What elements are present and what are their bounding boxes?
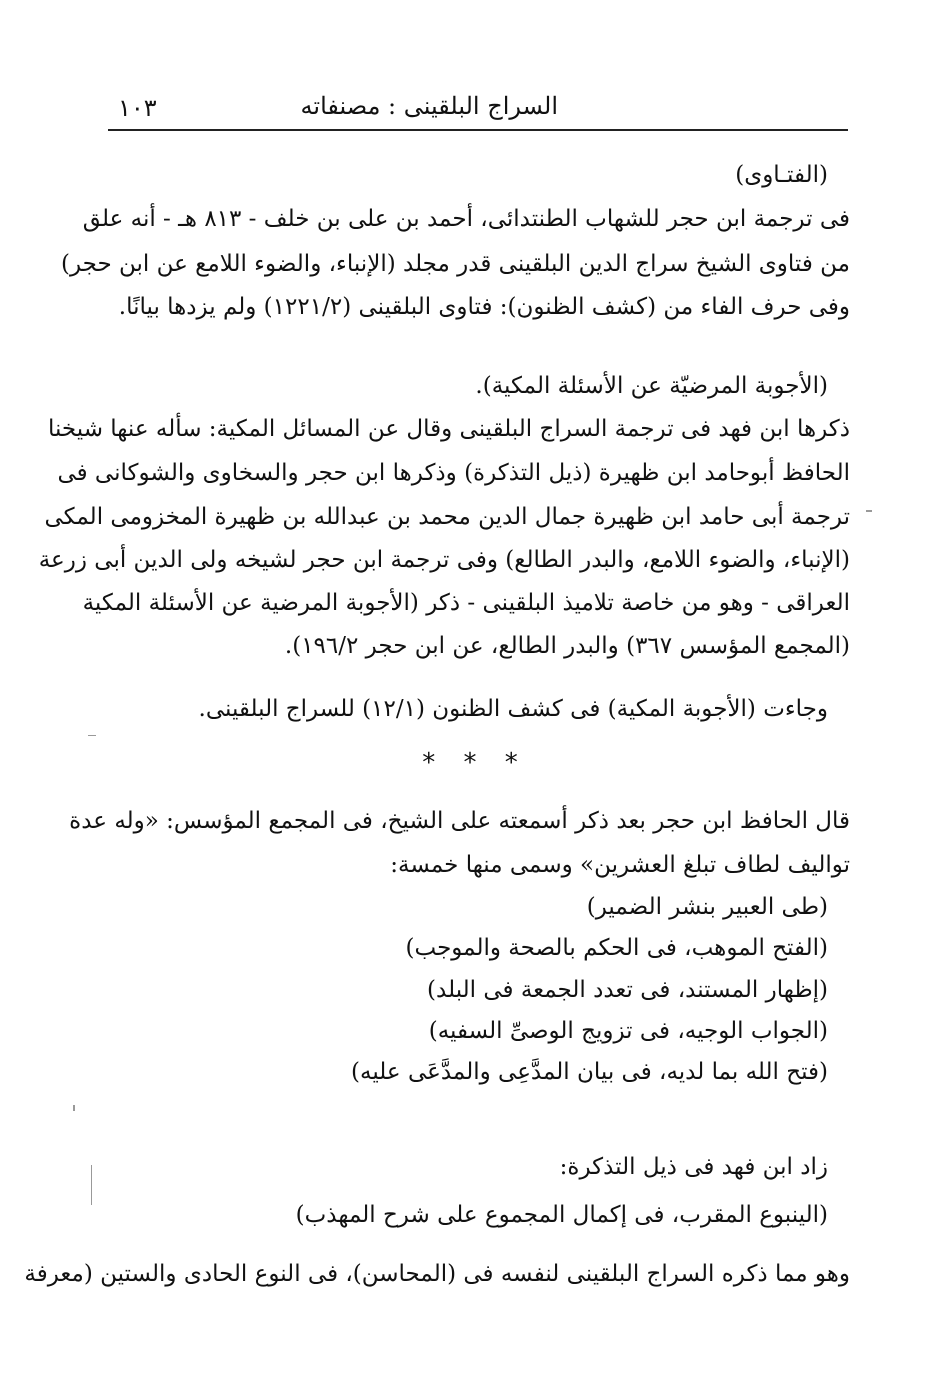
section-heading-fatawa: (الفتـاوى) [735, 162, 828, 188]
section-divider-stars: * * * [422, 748, 528, 778]
text-line: من فتاوى الشيخ سراج الدين البلقينى قدر مجلد (الإنباء، والضوء اللامع عن ابن حجر) [60, 251, 850, 277]
text-line: وهو مما ذكره السراج البلقينى لنفسه فى (المحاسن)، فى النوع الحادى والستين (معرفة [24, 1261, 850, 1287]
header-rule [108, 129, 848, 131]
text-line: وجاءت (الأجوبة المكية) فى كشف الظنون (١٢/١) للسراج البلقينى. [198, 696, 828, 722]
title-list-item: (الفتح الموهب، فى الحكم بالصحة والموجب) [405, 935, 828, 961]
text-line: فى ترجمة ابن حجر للشهاب الطنتدائى، أحمد بن على بن خلف - ٨١٣ هـ - أنه علق [82, 206, 850, 232]
title-list-item: (فتح الله بما لديه، فى بيان المدَّعِى والمدَّعَى عليه) [351, 1059, 828, 1085]
section-heading-ajwiba: (الأجوبة المرضيّة عن الأسئلة المكية). [475, 373, 828, 399]
margin-mark [91, 1165, 92, 1205]
running-title: السراج البلقينى : مصنفاته [300, 92, 558, 120]
text-line: الحافظ أبوحامد ابن ظهيرة (ذيل التذكرة) وذكرها ابن حجر والسخاوى والشوكانى فى [57, 460, 850, 486]
margin-mark [866, 510, 872, 512]
title-list-item: (طى العبير بنشر الضمير) [586, 894, 828, 920]
margin-mark [88, 735, 96, 736]
text-line: (الإنباء، والضوء اللامع، والبدر الطالع) وفى ترجمة ابن حجر لشيخه ولى الدين أبى زرعة [38, 547, 850, 573]
text-line: ذكرها ابن فهد فى ترجمة السراج البلقينى وقال عن المسائل المكية: سأله عنها شيخنا [47, 416, 850, 442]
text-line: تواليف لطاف تبلغ العشرين» وسمى منها خمسة: [390, 852, 850, 878]
text-line: وفى حرف الفاء من (كشف الظنون): فتاوى البلقينى (١٢٢١/٢) ولم يزدها بيانًا. [118, 294, 850, 320]
text-line: زاد ابن فهد فى ذيل التذكرة: [559, 1154, 828, 1180]
text-line: ترجمة أبى حامد ابن ظهيرة جمال الدين محمد بن عبدالله بن ظهيرة المخزومى المكى [44, 504, 850, 530]
text-line: (المجمع المؤسس ٣٦٧) والبدر الطالع، عن ابن حجر ١٩٦/٢). [284, 633, 850, 659]
page-header [108, 86, 848, 126]
title-list-item: (إظهار المستند، فى تعدد الجمعة فى البلد) [427, 977, 828, 1003]
text-line: العراقى - وهو من خاصة تلاميذ البلقينى - ذكر (الأجوبة المرضية عن الأسئلة المكية [82, 590, 850, 616]
title-list-item: (الينبوع المقرب، فى إكمال المجموع على شرح المهذب) [295, 1202, 828, 1228]
margin-mark [73, 1105, 75, 1111]
text-line: قال الحافظ ابن حجر بعد ذكر أسمعته على الشيخ، فى المجمع المؤسس: «وله عدة [69, 808, 850, 834]
title-list-item: (الجواب الوجيه، فى تزويج الوصىِّ السفيه) [428, 1018, 828, 1044]
page-number: ١٠٣ [118, 94, 157, 122]
